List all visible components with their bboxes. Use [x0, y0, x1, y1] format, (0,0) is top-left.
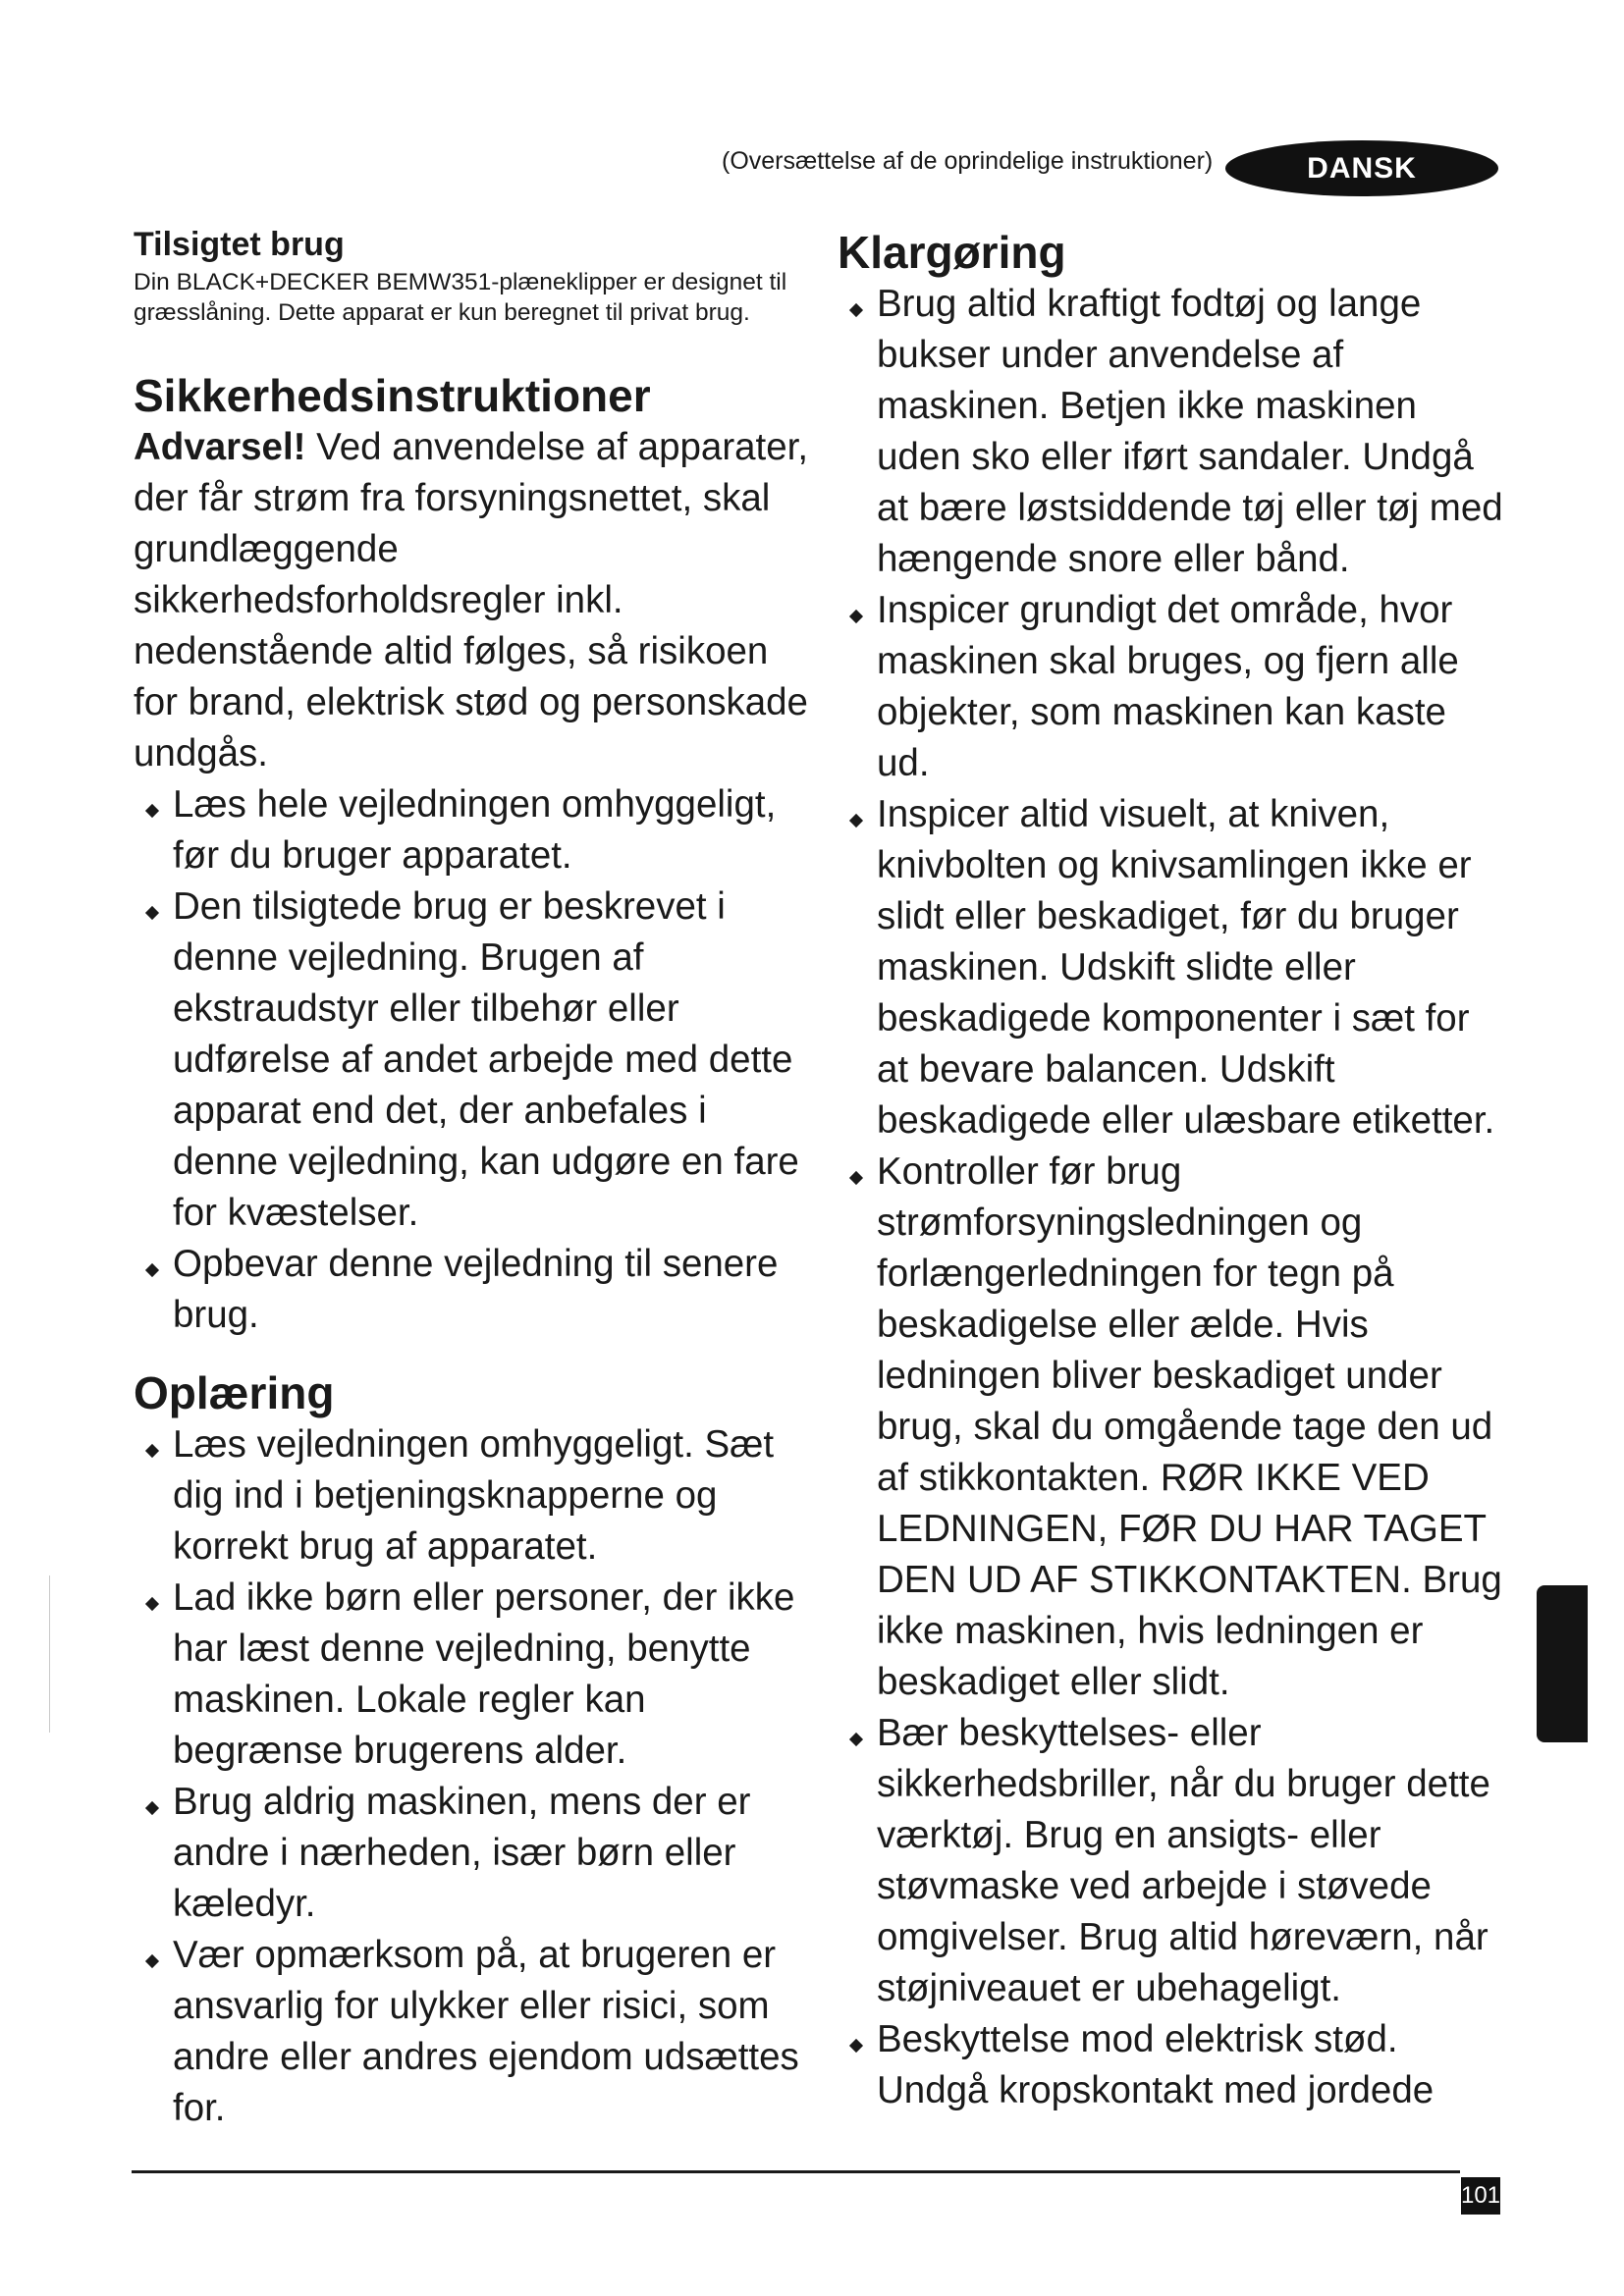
safety-bullet-list — [134, 779, 811, 1341]
diamond-bullet-icon — [145, 1597, 159, 1611]
diamond-bullet-icon — [145, 1444, 159, 1458]
diamond-bullet-icon — [145, 906, 159, 920]
training-heading: Oplæring — [134, 1367, 335, 1418]
margin-line — [49, 1575, 50, 1733]
list-item: Inspicer altid visuelt, at kniven, knivbolten og knivsamlingen ikke er slidt eller beskadiget, før du bruger maskinen. Udskift slidte eller beskadigede komponenter i sæt for at bevare balancen. Udskift beskadigede eller ulæsbare etiketter. — [838, 789, 1505, 1147]
list-item: Bær beskyttelses- eller sikkerhedsbriller, når du bruger dette værktøj. Brug en ansigts- eller støvmaske ved arbejde i støvede omgivelser. Brug altid høreværn, når støjniveauet er ubehageligt. — [838, 1708, 1505, 2014]
page-number: 101 — [1461, 2177, 1500, 2215]
diamond-bullet-icon — [849, 2039, 863, 2053]
diamond-bullet-icon — [145, 804, 159, 818]
preparation-heading: Klargøring — [838, 227, 1066, 278]
section-side-tab — [1537, 1585, 1588, 1742]
footer-rule — [132, 2170, 1460, 2173]
diamond-bullet-icon — [849, 610, 863, 623]
training-bullet-list — [134, 1419, 811, 2134]
list-item: Vær opmærksom på, at brugeren er ansvarlig for ulykker eller risici, som andre eller andres ejendom udsættes for. — [134, 1930, 811, 2134]
translation-note: (Oversættelse af de oprindelige instruktioner) — [722, 147, 1214, 175]
right-column — [838, 226, 1505, 2116]
list-item: Brug aldrig maskinen, mens der er andre i nærheden, især børn eller kæledyr. — [134, 1777, 811, 1930]
intended-use-heading: Tilsigtet brug — [134, 226, 345, 263]
list-item: Lad ikke børn eller personer, der ikke har læst denne vejledning, benytte maskinen. Lokale regler kan begrænse brugerens alder. — [134, 1573, 811, 1777]
language-tab: DANSK — [1225, 140, 1498, 196]
diamond-bullet-icon — [849, 814, 863, 828]
list-item: Beskyttelse mod elektrisk stød. Undgå kropskontakt med jordede — [838, 2014, 1505, 2116]
list-item: Læs vejledningen omhyggeligt. Sæt dig ind i betjeningsknapperne og korrekt brug af apparatet. — [134, 1419, 811, 1573]
list-item: Den tilsigtede brug er beskrevet i denne vejledning. Brugen af ekstraudstyr eller tilbehør eller udførelse af andet arbejde med dette apparat end det, der anbefales i denne vejledning, kan udgøre en fare for kvæstelser. — [134, 881, 811, 1239]
warning-label: Advarsel! — [134, 426, 306, 468]
list-item: Opbevar denne vejledning til senere brug. — [134, 1239, 811, 1341]
warning-text: Ved anvendelse af apparater, der får strøm fra forsyningsnettet, skal grundlæggende sikkerhedsforholdsregler inkl. nedenstående altid følges, så risikoen for brand, elektrisk stød og personskade undgås. — [134, 426, 809, 774]
intended-use-text: Din BLACK+DECKER BEMW351-plæneklipper er designet til græsslåning. Dette apparat er kun beregnet til privat brug. — [134, 269, 787, 326]
diamond-bullet-icon — [849, 1171, 863, 1185]
diamond-bullet-icon — [849, 303, 863, 317]
diamond-bullet-icon — [145, 1954, 159, 1968]
left-column — [134, 226, 811, 2134]
diamond-bullet-icon — [849, 1733, 863, 1746]
diamond-bullet-icon — [145, 1263, 159, 1277]
list-item: Inspicer grundigt det område, hvor maskinen skal bruges, og fjern alle objekter, som maskinen kan kaste ud. — [838, 585, 1505, 789]
safety-heading: Sikkerhedsinstruktioner — [134, 370, 651, 421]
list-item: Kontroller før brug strømforsyningsledningen og forlængerledningen for tegn på beskadigelse eller ælde. Hvis ledningen bliver beskadiget under brug, skal du omgående tage den ud af stikkontakten. RØR IKKE VED LEDNINGEN, FØR DU HAR TAGET DEN UD AF STIKKONTAKTEN. Brug ikke maskinen, hvis ledningen er beskadiget eller slidt. — [838, 1147, 1505, 1708]
diamond-bullet-icon — [145, 1801, 159, 1815]
safety-warning — [134, 422, 811, 779]
list-item: Læs hele vejledningen omhyggeligt, før du bruger apparatet. — [134, 779, 811, 881]
preparation-bullet-list — [838, 279, 1505, 2116]
list-item: Brug altid kraftigt fodtøj og lange bukser under anvendelse af maskinen. Betjen ikke maskinen uden sko eller iført sandaler. Undgå at bære løstsiddende tøj eller tøj med hængende snore eller bånd. — [838, 279, 1505, 585]
